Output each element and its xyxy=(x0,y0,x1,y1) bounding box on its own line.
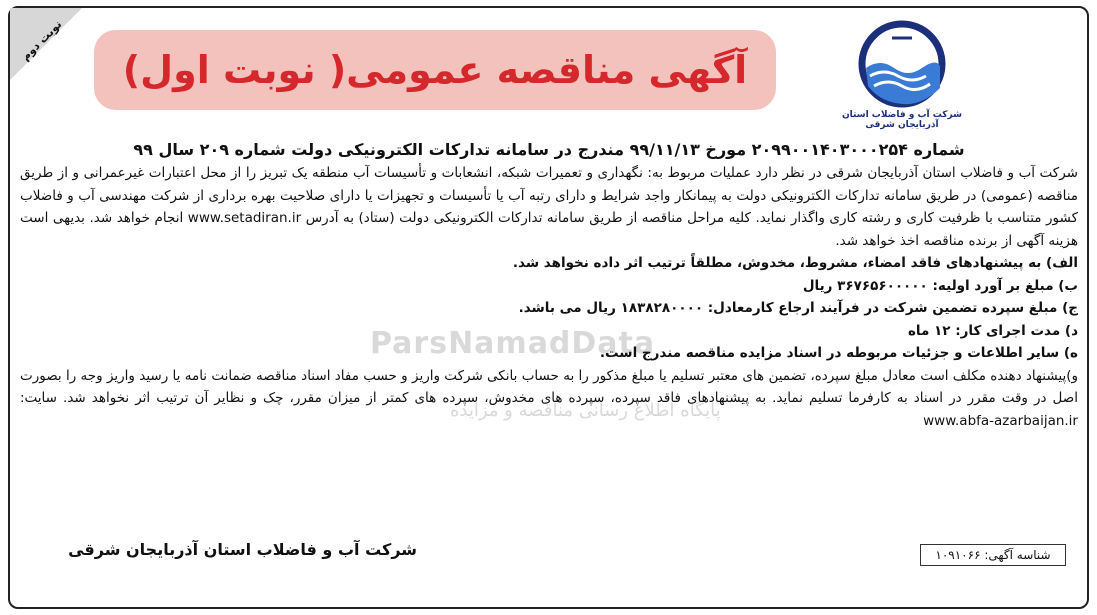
process-text: کلیه مراحل مناقصه از طریق سامانه تدارکات الکترونیکی دولت (ستاد) به آدرس xyxy=(305,210,751,226)
item-c: ج) مبلغ سپرده تضمین شرکت در فرآیند ارجاع کارمعادل: ۱۸۳۸۲۸۰۰۰۰ ریال می باشد. xyxy=(518,300,1078,316)
process-text-after: انجام خواهد شد. بدیهی است هزینه آگهی از برنده مناقصه اخذ خواهد شد. xyxy=(20,210,1078,249)
item-b: ب) مبلغ بر آورد اولیه: ۳۶۷۶۵۶۰۰۰۰۰ ریال xyxy=(802,277,1078,294)
notice-title: آگهی مناقصه عمومی( نوبت اول) xyxy=(122,48,748,92)
item-a: الف) به پیشنهادهای فاقد امضاء، مشروط، مخدوش، مطلقاً ترتیب اثر داده نخواهد شد. xyxy=(512,255,1078,271)
setad-link[interactable]: www.setadiran.ir xyxy=(187,210,302,226)
watermark-subtitle: پایگاه اطلاع رسانی مناقصه و مزایده xyxy=(450,400,721,421)
ad-id-box: شناسه آگهی: ۱۰۹۱۰۶۶ xyxy=(920,544,1066,566)
notice-headline: شماره ۲۰۹۹۰۰۱۴۰۳۰۰۰۲۵۴ مورخ ۹۹/۱۱/۱۳ مندرج در سامانه تدارکات الکترونیکی دولت شماره ۲۰۹ سال ۹۹ xyxy=(133,140,965,159)
footer-company-name: شرکت آب و فاضلاب استان آذربایجان شرقی xyxy=(68,540,417,559)
title-banner xyxy=(94,30,776,110)
deposit-text: و)پیشنهاد دهنده مکلف است معادل مبلغ سپرده، تضمین های معتبر تسلیم یا مبلغ مذکور را به حساب بانکی شرکت واریز و حسب مفاد اسناد مناقصه ضمانت نامه یا رسید واریز وجه را بصورت اصل در وقت مقرر در اسناد به کارفرما تسلیم نماید. به پیشنهادهای فاقد سپرده، سپرده های مخدوش، سپرده های کمتر از میزان مقرر، چک و نظایر آن ترتیب اثر نخواهد شد. سایت: xyxy=(20,367,1078,406)
intro-text: شرکت آب و فاضلاب استان آذربایجان شرقی در نظر دارد عملیات مربوط به: نگهداری و تعمیرات شبکه، انشعابات و تأسیسات آب منطقه یک تبریز را از محل اعتبارات غیرعمرانی و از طریق مناقصه (عمومی) در طریق سامانه تدارکات الکترونیکی دولت به پیمانکار واجد شرایط و دارای رتبه آب یا تأسیسات و تجهیزات یا دارای صلاحیت بهره برداری از شرکت مهندسی آب و فاضلاب کشور متناسب با ظرفیت کاری و رشته کاری واگذار نماید. xyxy=(20,165,1079,226)
notice-body xyxy=(20,138,1078,432)
abfa-link[interactable]: www.abfa-azarbaijan.ir xyxy=(923,412,1078,429)
company-logo xyxy=(822,18,982,128)
watermark-brand: ParsNamadData xyxy=(370,326,656,361)
corner-badge xyxy=(10,8,82,80)
deposit-paragraph xyxy=(20,365,1078,433)
logo-caption: شرکت آب و فاضلاب استان آذربایجان شرقی xyxy=(842,110,962,130)
intro-paragraph xyxy=(20,162,1078,252)
item-e: ه) سایر اطلاعات و جزئیات مربوطه در اسناد مزایده مناقصه مندرج است. xyxy=(599,345,1078,361)
water-waves-logo-icon xyxy=(822,18,982,110)
badge-label: نوبت دوم xyxy=(18,17,65,64)
item-d: د) مدت اجرای کار: ۱۲ ماه xyxy=(907,322,1078,339)
